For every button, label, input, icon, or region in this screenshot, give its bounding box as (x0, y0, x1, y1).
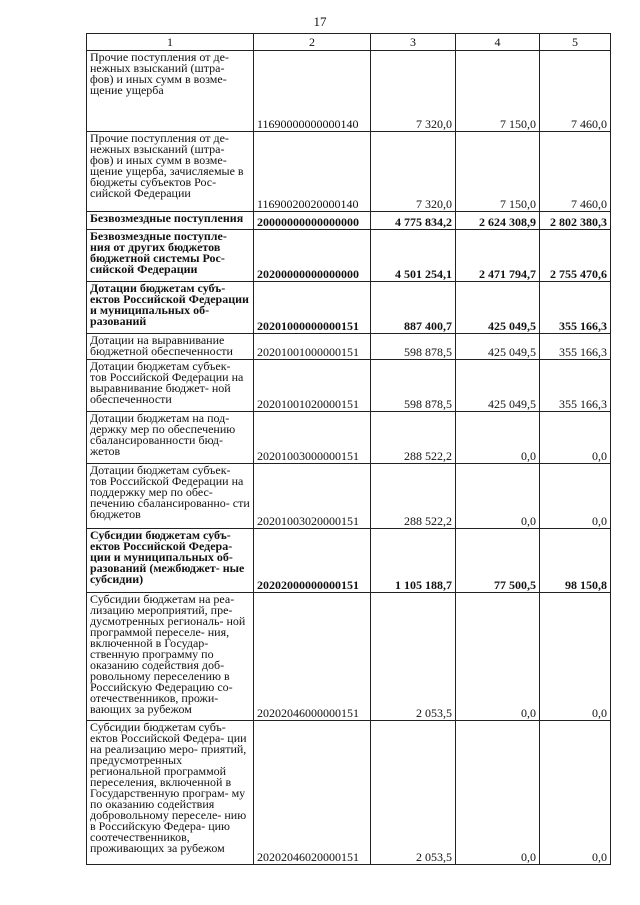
row-value-year2: 425 049,5 (456, 282, 540, 334)
row-budget-code: 20202000000000151 (254, 529, 371, 593)
column-header-2: 2 (254, 34, 371, 51)
row-item-name: Безвозмездные поступле- ния от других бюджетов бюджетной системы Рос- сийской Федерации (87, 230, 254, 282)
row-item-name: Субсидии бюджетам субъ- ектов Российской Федера- ции и муниципальных об- разований (межбюджет- ные субсидии) (87, 529, 254, 593)
row-budget-code: 20201001000000151 (254, 334, 371, 360)
table-row (87, 721, 611, 865)
table-row (87, 132, 611, 212)
row-budget-code: 11690000000000140 (254, 51, 371, 132)
column-header-1: 1 (87, 34, 254, 51)
row-value-year3: 98 150,8 (540, 529, 611, 593)
column-number-row (87, 34, 611, 51)
row-item-name: Прочие поступления от де- нежных взысканий (штра- фов) и иных сумм в возме- щение ущерба, зачисляемые в бюджеты субъектов Рос- сийской Федерации (87, 132, 254, 212)
row-value-year2: 425 049,5 (456, 334, 540, 360)
row-value-year2: 425 049,5 (456, 360, 540, 412)
row-budget-code: 20202046000000151 (254, 593, 371, 721)
row-budget-code: 20201003000000151 (254, 412, 371, 464)
row-value-year1: 4 775 834,2 (371, 212, 456, 230)
table-row (87, 529, 611, 593)
row-value-year3: 0,0 (540, 412, 611, 464)
row-value-year1: 598 878,5 (371, 360, 456, 412)
row-value-year1: 4 501 254,1 (371, 230, 456, 282)
row-value-year2: 2 624 308,9 (456, 212, 540, 230)
row-item-name: Дотации бюджетам на под- держку мер по обеспечению сбалансированности бюд- жетов (87, 412, 254, 464)
row-value-year3: 7 460,0 (540, 132, 611, 212)
table-row (87, 464, 611, 529)
row-item-name: Прочие поступления от де- нежных взысканий (штра- фов) и иных сумм в возме- щение ущерба (87, 51, 254, 132)
row-budget-code: 20201003020000151 (254, 464, 371, 529)
row-item-name: Дотации на выравнивание бюджетной обеспеченности (87, 334, 254, 360)
row-value-year1: 1 105 188,7 (371, 529, 456, 593)
row-item-name: Субсидии бюджетам на реа- лизацию мероприятий, пре- дусмотренных региональ- ной программой переселе- ния, включенной в Государ- ственную программу по оказанию содействия доб- ровольному переселению в Российскую Федерацию со- отечественников, прожи- вающих за рубежом (87, 593, 254, 721)
row-value-year2: 77 500,5 (456, 529, 540, 593)
row-value-year3: 2 802 380,3 (540, 212, 611, 230)
row-value-year3: 0,0 (540, 593, 611, 721)
budget-revenue-table (86, 33, 611, 865)
column-header-5: 5 (540, 34, 611, 51)
row-budget-code: 11690020020000140 (254, 132, 371, 212)
row-value-year3: 7 460,0 (540, 51, 611, 132)
row-budget-code: 20202046020000151 (254, 721, 371, 865)
table-row (87, 412, 611, 464)
table-row (87, 230, 611, 282)
row-value-year2: 0,0 (456, 593, 540, 721)
row-value-year3: 355 166,3 (540, 282, 611, 334)
row-budget-code: 20201000000000151 (254, 282, 371, 334)
table-row (87, 282, 611, 334)
row-value-year1: 887 400,7 (371, 282, 456, 334)
table-row (87, 360, 611, 412)
row-value-year3: 0,0 (540, 464, 611, 529)
table-row (87, 51, 611, 132)
row-item-name: Дотации бюджетам субъек- тов Российской Федерации на выравнивание бюджет- ной обеспеченности (87, 360, 254, 412)
row-item-name: Дотации бюджетам субъек- тов Российской Федерации на поддержку мер по обес- печению сбалансированно- сти бюджетов (87, 464, 254, 529)
row-value-year1: 598 878,5 (371, 334, 456, 360)
row-value-year3: 2 755 470,6 (540, 230, 611, 282)
table-row (87, 593, 611, 721)
row-value-year1: 7 320,0 (371, 51, 456, 132)
row-value-year3: 0,0 (540, 721, 611, 865)
row-value-year1: 7 320,0 (371, 132, 456, 212)
column-header-4: 4 (456, 34, 540, 51)
row-budget-code: 20201001020000151 (254, 360, 371, 412)
row-budget-code: 20200000000000000 (254, 230, 371, 282)
row-value-year1: 288 522,2 (371, 464, 456, 529)
row-value-year2: 7 150,0 (456, 132, 540, 212)
table-row (87, 334, 611, 360)
row-value-year1: 2 053,5 (371, 721, 456, 865)
row-value-year2: 0,0 (456, 464, 540, 529)
row-item-name: Дотации бюджетам субъ- ектов Российской Федерации и муниципальных об- разований (87, 282, 254, 334)
table-row (87, 212, 611, 230)
row-value-year2: 2 471 794,7 (456, 230, 540, 282)
column-header-3: 3 (371, 34, 456, 51)
row-value-year1: 2 053,5 (371, 593, 456, 721)
row-value-year2: 0,0 (456, 412, 540, 464)
row-value-year3: 355 166,3 (540, 360, 611, 412)
row-budget-code: 20000000000000000 (254, 212, 371, 230)
row-value-year2: 7 150,0 (456, 51, 540, 132)
row-item-name: Субсидии бюджетам субъ- ектов Российской Федера- ции на реализацию меро- приятий, предусмотренных региональной программой переселения, включенной в Государственную програм- му по оказанию содействия добровольному переселе- нию в Российскую Федера- цию соотечественников, проживающих за рубежом (87, 721, 254, 865)
page-number: 17 (313, 14, 327, 29)
row-value-year1: 288 522,2 (371, 412, 456, 464)
row-value-year3: 355 166,3 (540, 334, 611, 360)
row-item-name: Безвозмездные поступления (87, 212, 254, 230)
row-value-year2: 0,0 (456, 721, 540, 865)
